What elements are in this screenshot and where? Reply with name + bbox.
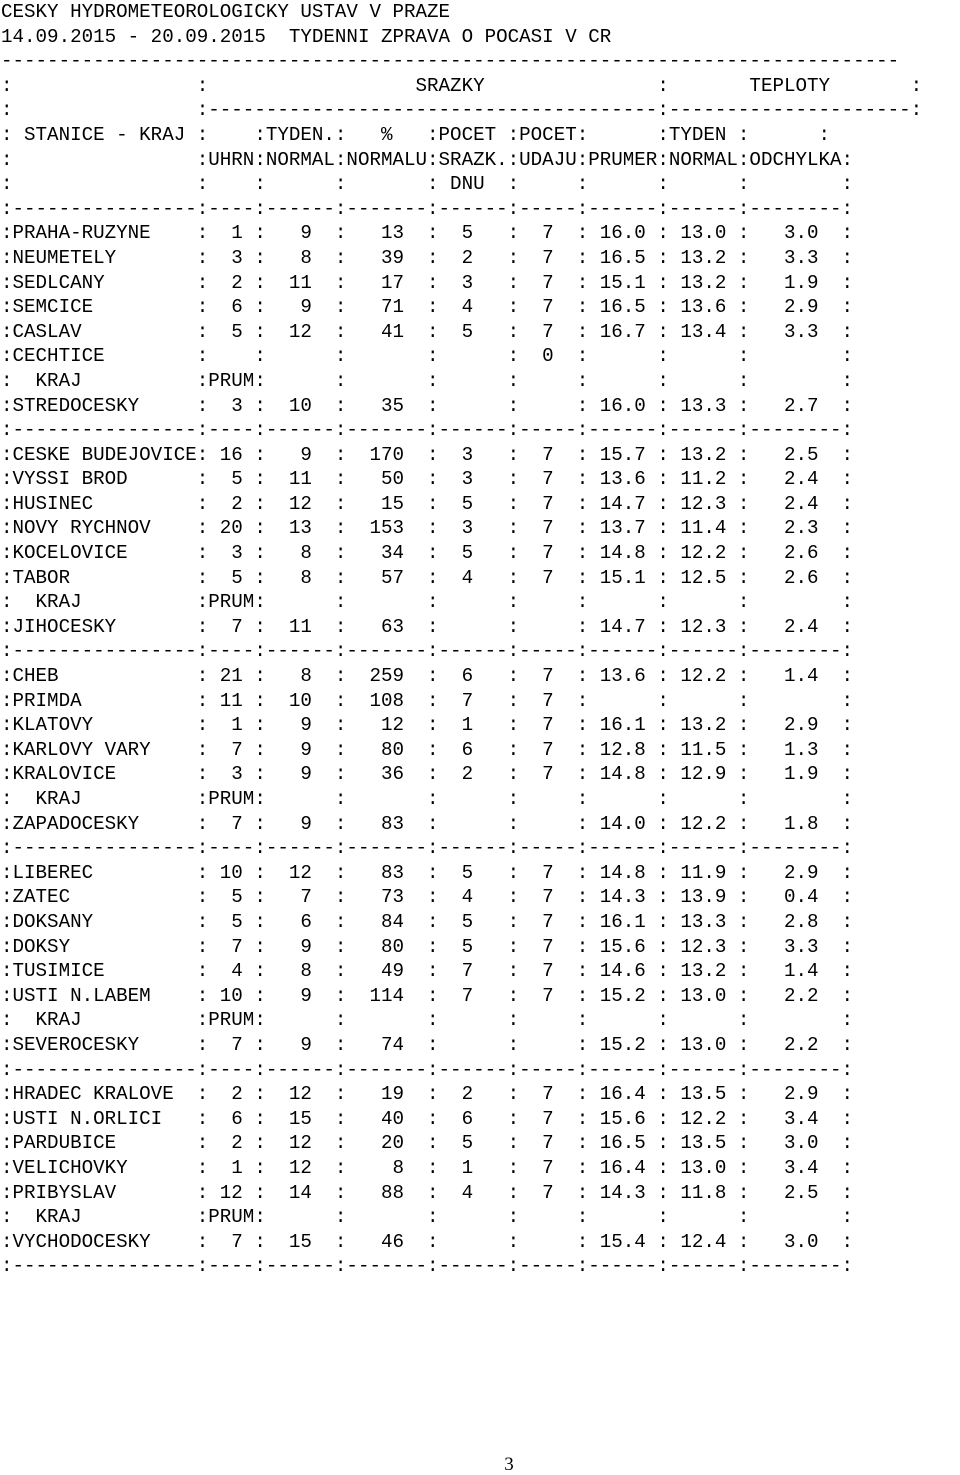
table-row: :PRIMDA : 11 : 10 : 108 : 7 : 7 : : : : xyxy=(1,689,854,712)
table-row: :STREDOCESKY : 3 : 10 : 35 : : : 16.0 : 13.3 : 2.7 : xyxy=(1,394,854,417)
page-number: 3 xyxy=(504,1454,514,1475)
table-row: :KRALOVICE : 3 : 9 : 36 : 2 : 7 : 14.8 : 12.9 : 1.9 : xyxy=(1,763,854,786)
table-header-row: : :UHRN:NORMAL:NORMALU:SRAZK.:UDAJU:PRUMER:NORMAL:ODCHYLKA: xyxy=(1,148,854,171)
table-row: :SEMCICE : 6 : 9 : 71 : 4 : 7 : 16.5 : 13.6 : 2.9 : xyxy=(1,296,854,319)
table-row: :VYSSI BROD : 5 : 11 : 50 : 3 : 7 : 13.6 : 11.2 : 2.4 : xyxy=(1,468,854,491)
table-row: :NOVY RYCHNOV : 20 : 13 : 153 : 3 : 7 : 13.7 : 11.4 : 2.3 : xyxy=(1,517,854,540)
table-row: :PRAHA-RUZYNE : 1 : 9 : 13 : 5 : 7 : 16.0 : 13.0 : 3.0 : xyxy=(1,222,854,245)
table-divider: :----------------:----:------:-------:------:-----:------:------:--------: xyxy=(1,837,854,860)
table-header-row: : : SRAZKY : TEPLOTY : xyxy=(1,74,923,97)
table-header-row: : :---------------------------------------:---------------------: xyxy=(1,99,923,122)
table-row: : KRAJ :PRUM: : : : : : : : xyxy=(1,369,854,392)
table-row: :KLATOVY : 1 : 9 : 12 : 1 : 7 : 16.1 : 13.2 : 2.9 : xyxy=(1,714,854,737)
institute-title: CESKY HYDROMETEOROLOGICKY USTAV V PRAZE xyxy=(1,1,451,23)
table-divider: :----------------:----:------:-------:------:-----:------:------:--------: xyxy=(1,419,854,442)
table-row: : KRAJ :PRUM: : : : : : : : xyxy=(1,1206,854,1229)
table-divider: :----------------:----:------:-------:------:-----:------:------:--------: xyxy=(1,1058,854,1081)
table-row: :KOCELOVICE : 3 : 8 : 34 : 5 : 7 : 14.8 : 12.2 : 2.6 : xyxy=(1,542,854,565)
table-row: :USTI N.LABEM : 10 : 9 : 114 : 7 : 7 : 15.2 : 13.0 : 2.2 : xyxy=(1,984,854,1007)
table-row: : KRAJ :PRUM: : : : : : : : xyxy=(1,788,854,810)
table-divider: :----------------:----:------:-------:------:-----:------:------:--------: xyxy=(1,197,854,220)
weekly-weather-report xyxy=(1,0,922,1279)
table-row: :SEVEROCESKY : 7 : 9 : 74 : : : 15.2 : 13.0 : 2.2 : xyxy=(1,1033,854,1056)
table-row: :PRIBYSLAV : 12 : 14 : 88 : 4 : 7 : 14.3 : 11.8 : 2.5 : xyxy=(1,1181,854,1204)
table-row: :ZAPADOCESKY : 7 : 9 : 83 : : : 14.0 : 12.2 : 1.8 : xyxy=(1,812,854,835)
table-row: : KRAJ :PRUM: : : : : : : : xyxy=(1,1009,854,1032)
table-line: ------------------------------------------------------------------------------ xyxy=(1,50,900,73)
table-row: :TABOR : 5 : 8 : 57 : 4 : 7 : 15.1 : 12.5 : 2.6 : xyxy=(1,566,854,589)
table-row: :VYCHODOCESKY : 7 : 15 : 46 : : : 15.4 : 12.4 : 3.0 : xyxy=(1,1230,854,1253)
table-row: :HRADEC KRALOVE : 2 : 12 : 19 : 2 : 7 : 16.4 : 13.5 : 2.9 : xyxy=(1,1083,854,1106)
table-row: :ZATEC : 5 : 7 : 73 : 4 : 7 : 14.3 : 13.9 : 0.4 : xyxy=(1,886,854,909)
table-row: :PARDUBICE : 2 : 12 : 20 : 5 : 7 : 16.5 : 13.5 : 3.0 : xyxy=(1,1132,854,1155)
table-row: :CESKE BUDEJOVICE: 16 : 9 : 170 : 3 : 7 : 15.7 : 13.2 : 2.5 : xyxy=(1,443,854,466)
table-row: :NEUMETELY : 3 : 8 : 39 : 2 : 7 : 16.5 : 13.2 : 3.3 : xyxy=(1,246,854,269)
table-header-row: : STANICE - KRAJ : :TYDEN.: % :POCET :POCET: :TYDEN : : xyxy=(1,123,831,146)
table-row: :KARLOVY VARY : 7 : 9 : 80 : 6 : 7 : 12.8 : 11.5 : 1.3 : xyxy=(1,738,854,761)
report-period-title: 14.09.2015 - 20.09.2015 TYDENNI ZPRAVA O POCASI V CR xyxy=(1,25,612,48)
table-row: :VELICHOVKY : 1 : 12 : 8 : 1 : 7 : 16.4 : 13.0 : 3.4 : xyxy=(1,1156,854,1179)
table-row: :JIHOCESKY : 7 : 11 : 63 : : : 14.7 : 12.3 : 2.4 : xyxy=(1,615,854,638)
table-divider: :----------------:----:------:-------:------:-----:------:------:--------: xyxy=(1,640,854,663)
table-row: :USTI N.ORLICI : 6 : 15 : 40 : 6 : 7 : 15.6 : 12.2 : 3.4 : xyxy=(1,1107,854,1130)
table-row: :LIBEREC : 10 : 12 : 83 : 5 : 7 : 14.8 : 11.9 : 2.9 : xyxy=(1,861,854,884)
table-row: :TUSIMICE : 4 : 8 : 49 : 7 : 7 : 14.6 : 13.2 : 1.4 : xyxy=(1,960,854,983)
table-row: :CECHTICE : : : : : 0 : : : : xyxy=(1,345,854,368)
table-row: :DOKSANY : 5 : 6 : 84 : 5 : 7 : 16.1 : 13.3 : 2.8 : xyxy=(1,910,854,933)
table-header-row: : : : : : DNU : : : : : xyxy=(1,173,854,196)
table-row: :SEDLCANY : 2 : 11 : 17 : 3 : 7 : 15.1 : 13.2 : 1.9 : xyxy=(1,271,854,294)
table-row: :CHEB : 21 : 8 : 259 : 6 : 7 : 13.6 : 12.2 : 1.4 : xyxy=(1,665,854,688)
table-divider: :----------------:----:------:-------:------:-----:------:------:--------: xyxy=(1,1255,854,1278)
table-row: :HUSINEC : 2 : 12 : 15 : 5 : 7 : 14.7 : 12.3 : 2.4 : xyxy=(1,492,854,515)
table-row: :DOKSY : 7 : 9 : 80 : 5 : 7 : 15.6 : 12.3 : 3.3 : xyxy=(1,935,854,958)
table-row: : KRAJ :PRUM: : : : : : : : xyxy=(1,591,854,614)
table-row: :CASLAV : 5 : 12 : 41 : 5 : 7 : 16.7 : 13.4 : 3.3 : xyxy=(1,320,854,343)
